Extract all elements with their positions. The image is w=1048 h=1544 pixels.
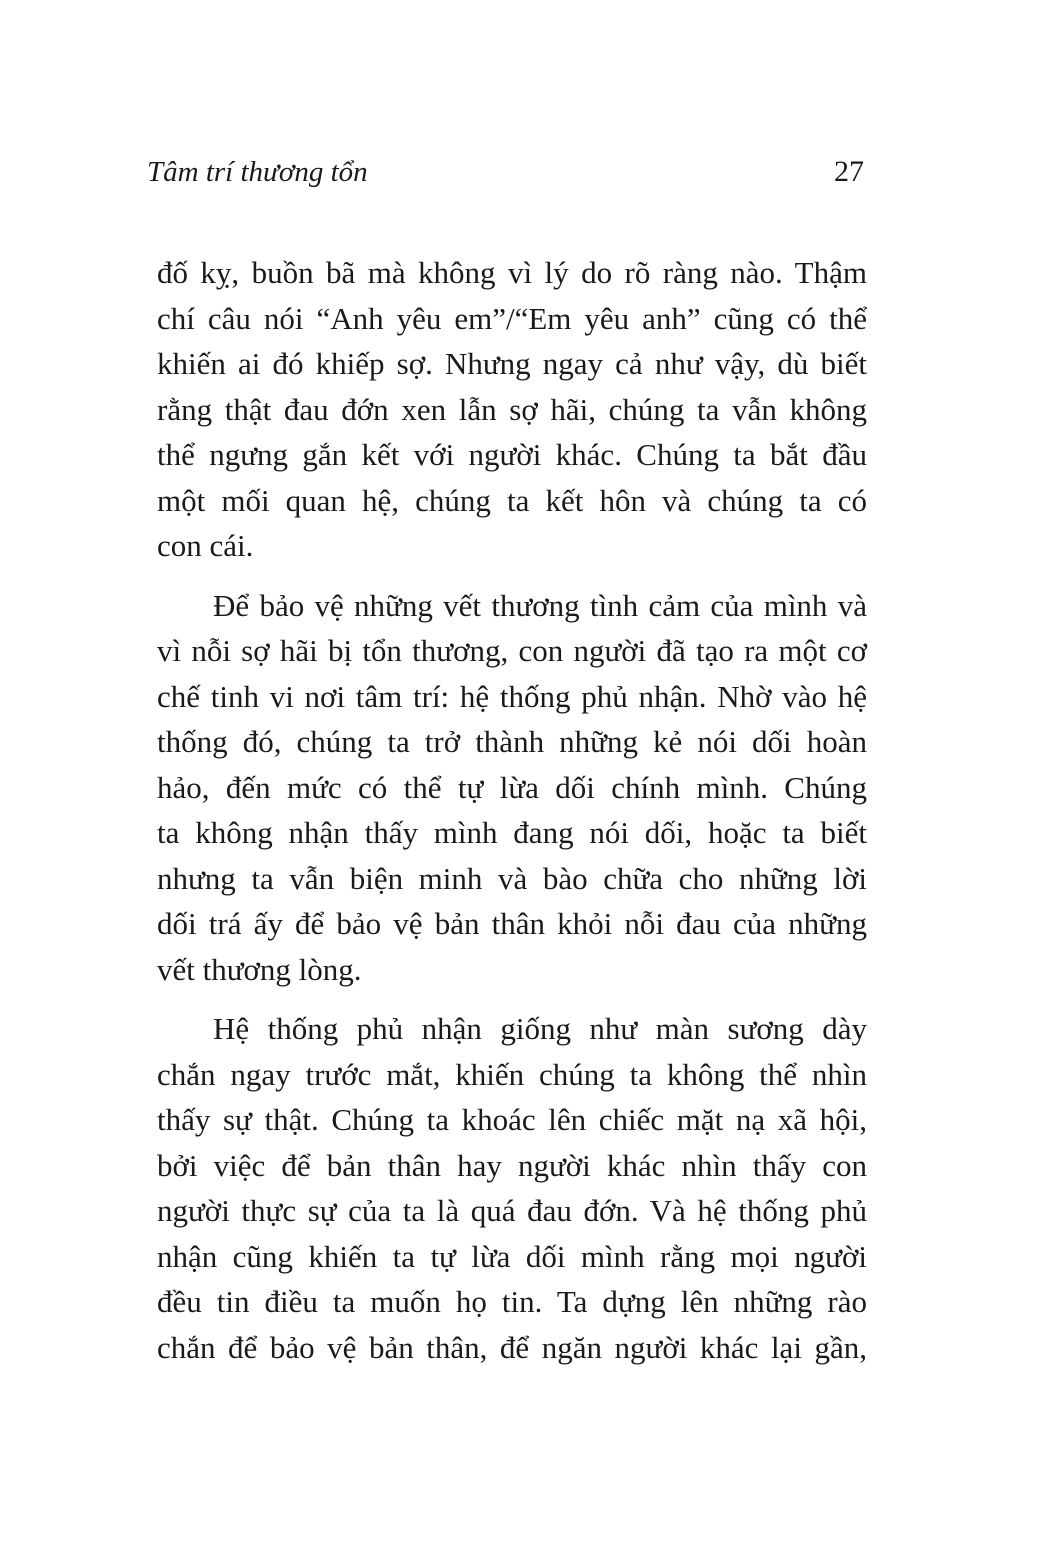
- text-line: chế tinh vi nơi tâm trí: hệ thống phủ nhận. Nhờ vào hệ: [157, 678, 867, 714]
- text-line: Để bảo vệ những vết thương tình cảm của mình và: [213, 587, 867, 623]
- text-line: ta không nhận thấy mình đang nói dối, hoặc ta biết: [157, 815, 867, 850]
- text-line: vì nỗi sợ hãi bị tổn thương, con người đã tạo ra một cơ: [157, 633, 867, 668]
- text-line: người thực sự của ta là quá đau đớn. Và hệ thống phủ: [157, 1193, 867, 1228]
- text-line: chắn để bảo vệ bản thân, để ngăn người khác lại gần,: [157, 1329, 867, 1365]
- paragraph: [157, 1006, 867, 1370]
- text-line: con cái.: [157, 528, 254, 563]
- paragraph: [157, 250, 867, 569]
- page-header: [147, 148, 864, 196]
- body-text: [157, 250, 867, 1384]
- text-line: dối trá ấy để bảo vệ bản thân khỏi nỗi đau của những: [157, 906, 867, 941]
- text-line: nhưng ta vẫn biện minh và bào chữa cho những lời: [157, 860, 867, 896]
- paragraph: [157, 583, 867, 993]
- text-line: hảo, đến mức có thể tự lừa dối chính mình. Chúng: [157, 769, 867, 805]
- text-line: rằng thật đau đớn xen lẫn sợ hãi, chúng ta vẫn không: [157, 391, 867, 427]
- text-line: thống đó, chúng ta trở thành những kẻ nói dối hoàn: [157, 724, 867, 759]
- text-line: Hệ thống phủ nhận giống như màn sương dày: [213, 1011, 867, 1046]
- text-line: khiến ai đó khiếp sợ. Nhưng ngay cả như vậy, dù biết: [157, 346, 867, 381]
- running-title: Tâm trí thương tổn: [147, 156, 368, 188]
- text-line: bởi việc để bản thân hay người khác nhìn thấy con: [157, 1147, 867, 1183]
- text-line: chí câu nói “Anh yêu em”/“Em yêu anh” cũng có thể: [157, 300, 867, 336]
- text-line: đố kỵ, buồn bã mà không vì lý do rõ ràng nào. Thậm: [157, 255, 867, 290]
- page-number: 27: [834, 155, 864, 188]
- text-line: vết thương lòng.: [157, 951, 362, 987]
- text-line: nhận cũng khiến ta tự lừa dối mình rằng mọi người: [157, 1238, 867, 1274]
- text-line: đều tin điều ta muốn họ tin. Ta dựng lên những rào: [157, 1284, 867, 1319]
- text-line: thấy sự thật. Chúng ta khoác lên chiếc mặt nạ xã hội,: [157, 1102, 867, 1137]
- text-line: chắn ngay trước mắt, khiến chúng ta không thể nhìn: [157, 1056, 867, 1092]
- text-line: thể ngưng gắn kết với người khác. Chúng ta bắt đầu: [157, 437, 867, 472]
- text-line: một mối quan hệ, chúng ta kết hôn và chúng ta có: [157, 482, 867, 518]
